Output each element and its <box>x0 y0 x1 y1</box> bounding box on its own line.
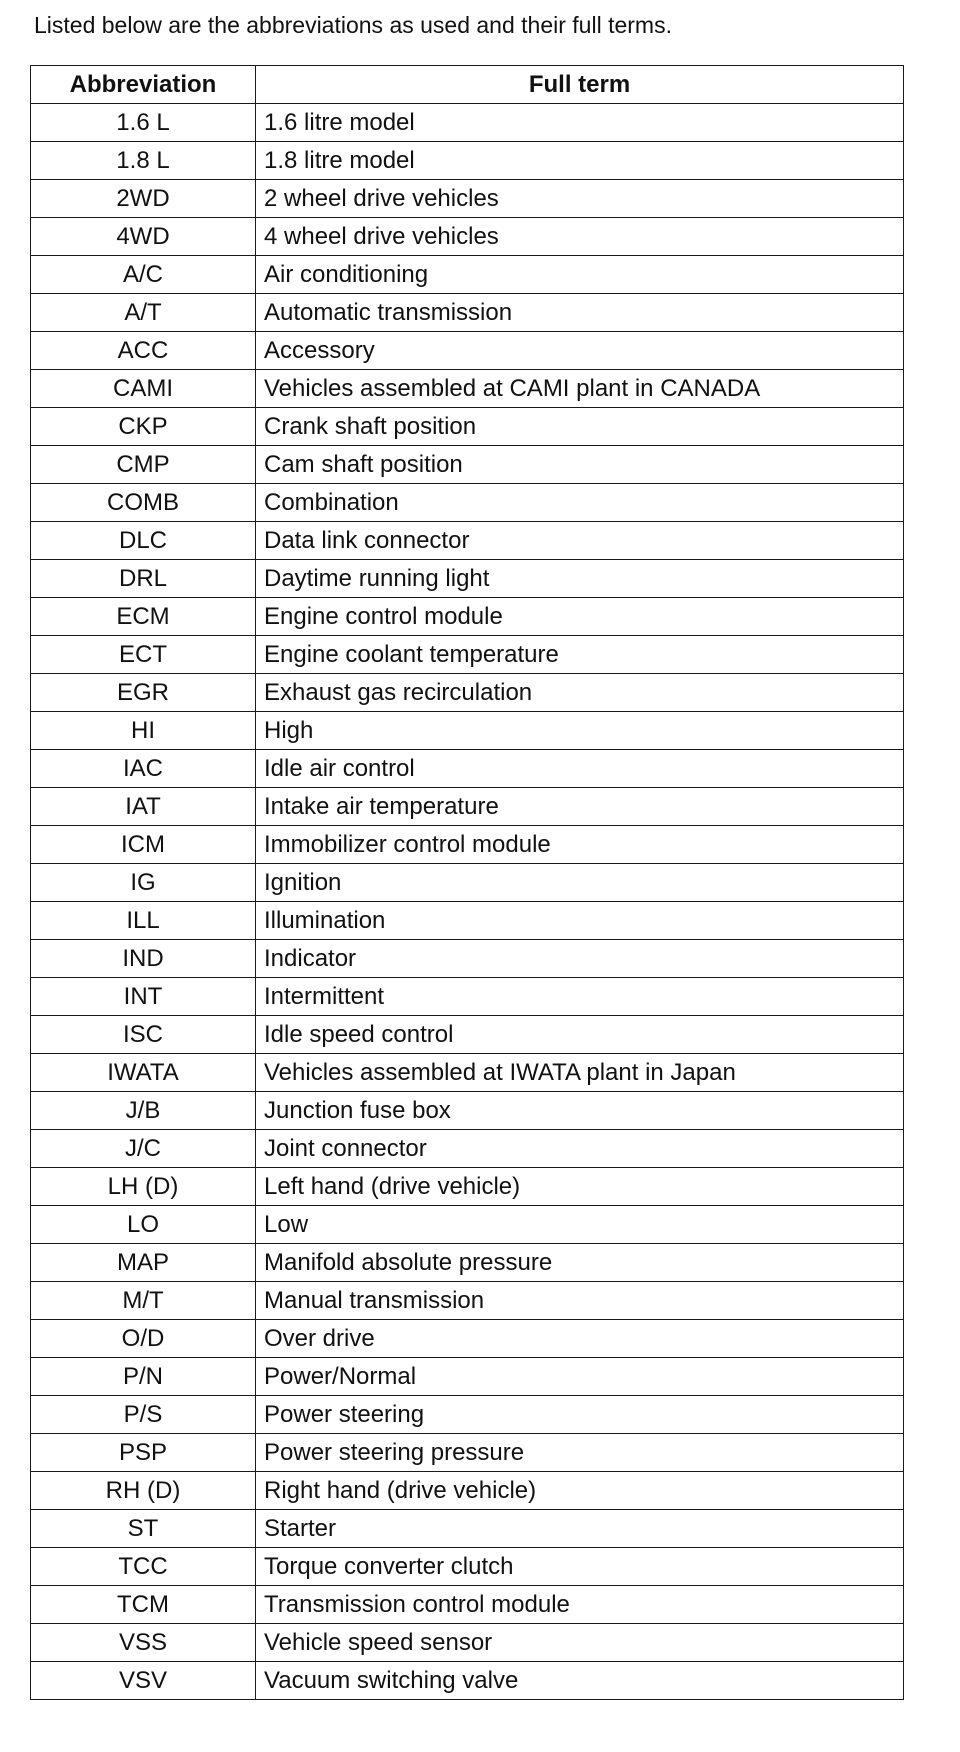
table-row <box>31 1586 904 1624</box>
intro-text: Listed below are the abbreviations as used and their full terms. <box>34 12 672 38</box>
full-term-cell: Power steering pressure <box>256 1434 904 1472</box>
table-row <box>31 712 904 750</box>
abbreviation-table <box>30 65 904 1700</box>
abbreviation-cell: IG <box>31 864 256 902</box>
table-row <box>31 940 904 978</box>
full-term-cell: Exhaust gas recirculation <box>256 674 904 712</box>
full-term-cell: Ignition <box>256 864 904 902</box>
table-row <box>31 598 904 636</box>
abbreviation-cell: TCM <box>31 1586 256 1624</box>
table-row <box>31 560 904 598</box>
full-term-cell: Illumination <box>256 902 904 940</box>
abbreviation-cell: IAT <box>31 788 256 826</box>
full-term-cell: 4 wheel drive vehicles <box>256 218 904 256</box>
abbreviation-cell: VSS <box>31 1624 256 1662</box>
full-term-cell: Manual transmission <box>256 1282 904 1320</box>
table-row <box>31 446 904 484</box>
abbreviation-cell: 1.6 L <box>31 104 256 142</box>
abbreviation-cell: DRL <box>31 560 256 598</box>
full-term-cell: Power steering <box>256 1396 904 1434</box>
abbreviation-cell: ECT <box>31 636 256 674</box>
abbreviation-cell: MAP <box>31 1244 256 1282</box>
table-row <box>31 1054 904 1092</box>
table-row <box>31 1092 904 1130</box>
abbreviation-cell: A/C <box>31 256 256 294</box>
table-row <box>31 142 904 180</box>
table-row <box>31 104 904 142</box>
abbreviation-cell: J/B <box>31 1092 256 1130</box>
full-term-cell: Joint connector <box>256 1130 904 1168</box>
table-row <box>31 1282 904 1320</box>
table-row <box>31 826 904 864</box>
full-term-cell: Idle speed control <box>256 1016 904 1054</box>
abbreviation-cell: 2WD <box>31 180 256 218</box>
full-term-cell: Automatic transmission <box>256 294 904 332</box>
full-term-cell: Torque converter clutch <box>256 1548 904 1586</box>
full-term-cell: Immobilizer control module <box>256 826 904 864</box>
abbreviation-cell: ISC <box>31 1016 256 1054</box>
abbreviation-cell: COMB <box>31 484 256 522</box>
full-term-cell: Left hand (drive vehicle) <box>256 1168 904 1206</box>
abbreviation-cell: ECM <box>31 598 256 636</box>
abbreviation-cell: RH (D) <box>31 1472 256 1510</box>
full-term-cell: Right hand (drive vehicle) <box>256 1472 904 1510</box>
full-term-cell: Over drive <box>256 1320 904 1358</box>
header-full-term: Full term <box>256 66 904 104</box>
full-term-cell: Manifold absolute pressure <box>256 1244 904 1282</box>
header-abbreviation: Abbreviation <box>31 66 256 104</box>
full-term-cell: Engine coolant temperature <box>256 636 904 674</box>
abbreviation-cell: ILL <box>31 902 256 940</box>
table-row <box>31 180 904 218</box>
full-term-cell: Transmission control module <box>256 1586 904 1624</box>
abbreviation-cell: TCC <box>31 1548 256 1586</box>
full-term-cell: Low <box>256 1206 904 1244</box>
abbreviation-cell: EGR <box>31 674 256 712</box>
table-body <box>31 104 904 1700</box>
full-term-cell: Junction fuse box <box>256 1092 904 1130</box>
table-row <box>31 256 904 294</box>
abbreviation-cell: LH (D) <box>31 1168 256 1206</box>
abbreviation-cell: M/T <box>31 1282 256 1320</box>
table-row <box>31 1130 904 1168</box>
table-row <box>31 902 904 940</box>
abbreviation-cell: IWATA <box>31 1054 256 1092</box>
full-term-cell: Intake air temperature <box>256 788 904 826</box>
full-term-cell: 2 wheel drive vehicles <box>256 180 904 218</box>
full-term-cell: Engine control module <box>256 598 904 636</box>
table-row <box>31 218 904 256</box>
abbreviation-cell: O/D <box>31 1320 256 1358</box>
full-term-cell: 1.6 litre model <box>256 104 904 142</box>
table-row <box>31 1548 904 1586</box>
abbreviation-cell: HI <box>31 712 256 750</box>
table-row <box>31 636 904 674</box>
abbreviation-cell: LO <box>31 1206 256 1244</box>
table-row <box>31 1206 904 1244</box>
table-row <box>31 674 904 712</box>
table-row <box>31 408 904 446</box>
table-row <box>31 1168 904 1206</box>
full-term-cell: Vacuum switching valve <box>256 1662 904 1700</box>
abbreviation-cell: INT <box>31 978 256 1016</box>
abbreviation-cell: ACC <box>31 332 256 370</box>
full-term-cell: Combination <box>256 484 904 522</box>
table-row <box>31 1434 904 1472</box>
abbreviation-cell: 4WD <box>31 218 256 256</box>
full-term-cell: Daytime running light <box>256 560 904 598</box>
abbreviation-cell: VSV <box>31 1662 256 1700</box>
abbreviation-cell: P/N <box>31 1358 256 1396</box>
abbreviation-cell: CKP <box>31 408 256 446</box>
full-term-cell: Intermittent <box>256 978 904 1016</box>
table-row <box>31 750 904 788</box>
table-row <box>31 332 904 370</box>
table-header-row <box>31 66 904 104</box>
full-term-cell: Starter <box>256 1510 904 1548</box>
full-term-cell: Cam shaft position <box>256 446 904 484</box>
abbreviation-cell: IAC <box>31 750 256 788</box>
table-row <box>31 484 904 522</box>
abbreviation-cell: J/C <box>31 1130 256 1168</box>
full-term-cell: High <box>256 712 904 750</box>
full-term-cell: Indicator <box>256 940 904 978</box>
table-row <box>31 1396 904 1434</box>
abbreviation-cell: CMP <box>31 446 256 484</box>
table-row <box>31 864 904 902</box>
full-term-cell: Power/Normal <box>256 1358 904 1396</box>
table-row <box>31 1624 904 1662</box>
table-row <box>31 522 904 560</box>
table-row <box>31 1016 904 1054</box>
table-row <box>31 370 904 408</box>
full-term-cell: Accessory <box>256 332 904 370</box>
full-term-cell: Air conditioning <box>256 256 904 294</box>
abbreviation-cell: A/T <box>31 294 256 332</box>
full-term-cell: Vehicle speed sensor <box>256 1624 904 1662</box>
full-term-cell: Crank shaft position <box>256 408 904 446</box>
full-term-cell: Idle air control <box>256 750 904 788</box>
full-term-cell: Vehicles assembled at CAMI plant in CANADA <box>256 370 904 408</box>
full-term-cell: Data link connector <box>256 522 904 560</box>
abbreviation-cell: PSP <box>31 1434 256 1472</box>
table-row <box>31 1320 904 1358</box>
table-row <box>31 1472 904 1510</box>
full-term-cell: Vehicles assembled at IWATA plant in Japan <box>256 1054 904 1092</box>
table-row <box>31 1510 904 1548</box>
abbreviation-cell: CAMI <box>31 370 256 408</box>
abbreviation-cell: ICM <box>31 826 256 864</box>
table-row <box>31 978 904 1016</box>
table-row <box>31 788 904 826</box>
abbreviation-cell: 1.8 L <box>31 142 256 180</box>
table-row <box>31 294 904 332</box>
table-row <box>31 1662 904 1700</box>
table-row <box>31 1358 904 1396</box>
abbreviation-cell: IND <box>31 940 256 978</box>
full-term-cell: 1.8 litre model <box>256 142 904 180</box>
table-row <box>31 1244 904 1282</box>
abbreviation-cell: DLC <box>31 522 256 560</box>
abbreviation-cell: P/S <box>31 1396 256 1434</box>
abbreviation-cell: ST <box>31 1510 256 1548</box>
